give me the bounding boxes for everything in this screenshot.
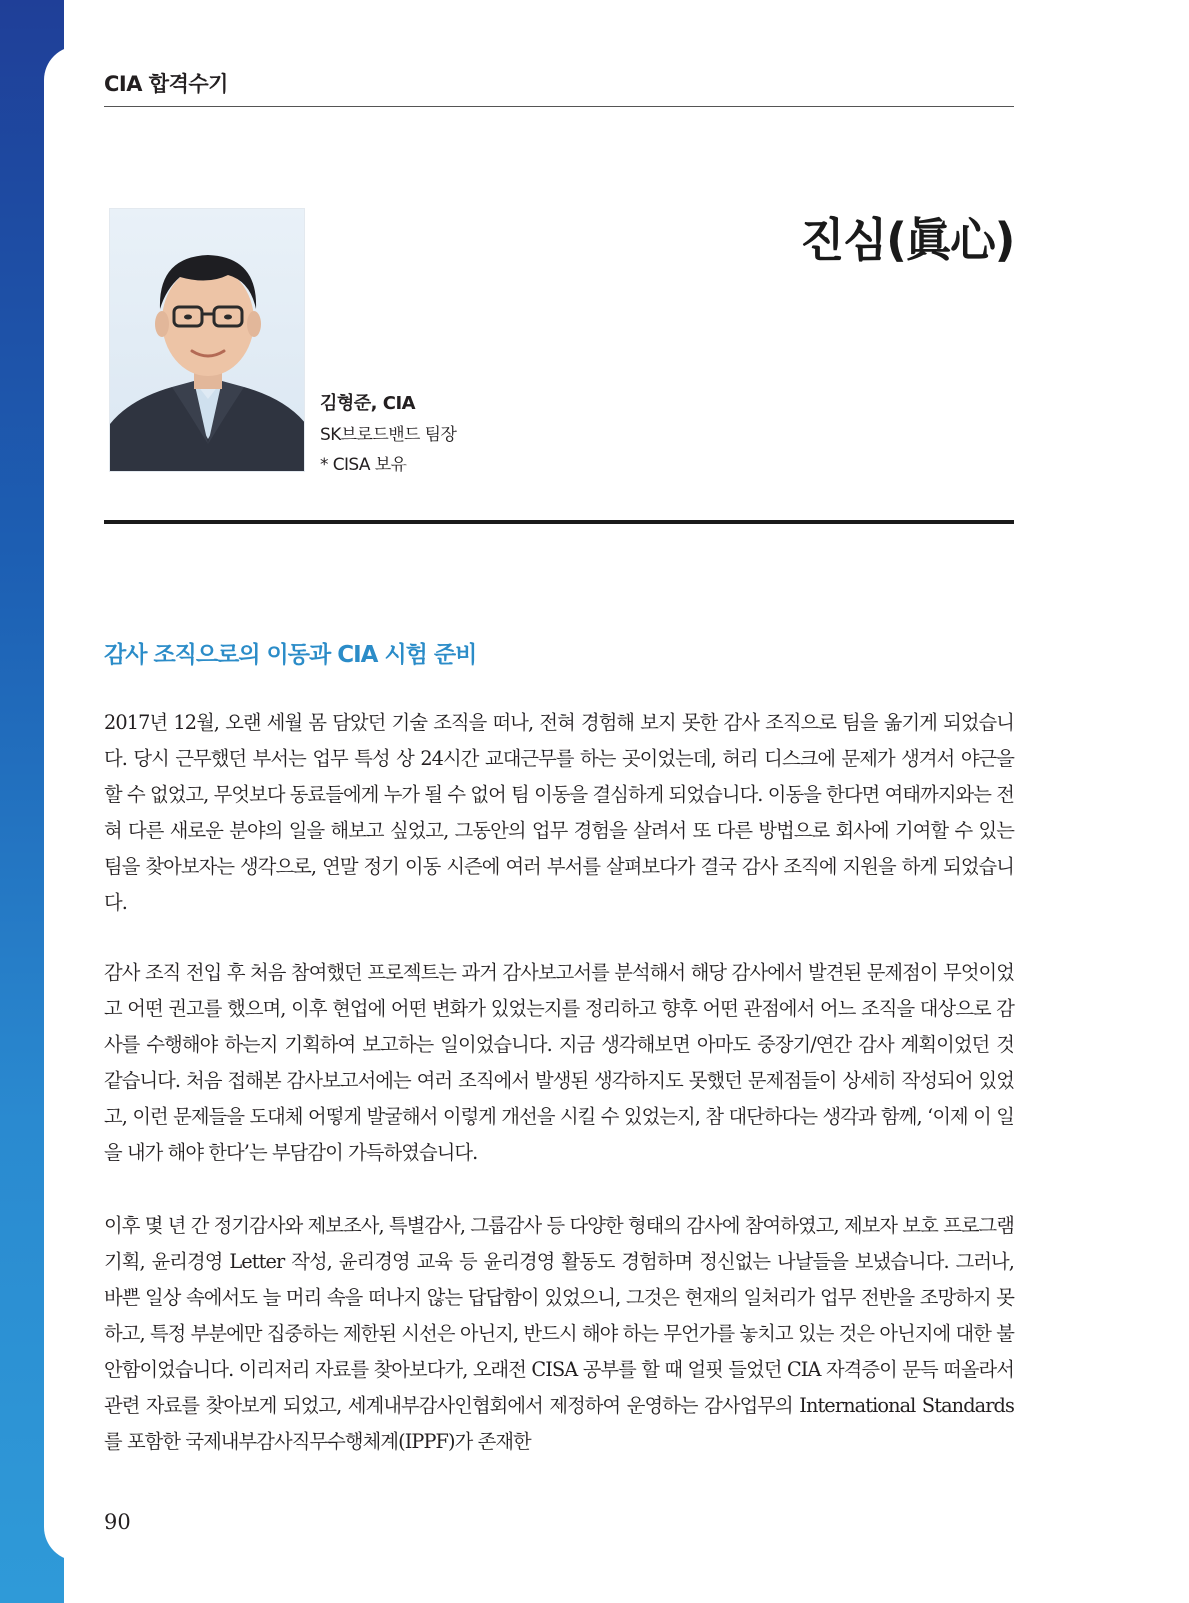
header-divider [104,106,1014,107]
author-affiliation: SK브로드밴드 팀장 [320,425,457,445]
section-header-label: CIA 합격수기 [104,72,228,96]
page-number: 90 [104,1510,131,1534]
author-portrait-illustration [110,209,305,472]
body-paragraph: 2017년 12월, 오랜 세월 몸 담았던 기술 조직을 떠나, 전혀 경험해 보지 못한 감사 조직으로 팀을 옮기게 되었습니다. 당시 근무했던 부서는 업무 특성 상 24시간 교대근무를 하는 곳이었는데, 허리 디스크에 문제가 생겨서 야근을 할 수 없었고, 무엇보다 동료들에게 누가 될 수 없어 팀 이동을 결심하게 되었습니다. 이동을 한다면 여태까지와는 전혀 다른 새로운 분야의 일을 해보고 싶었고, 그동안의 업무 경험을 살려서 또 다른 방법으로 회사에 기여할 수 있는 팀을 찾아보자는 생각으로, 연말 정기 이동 시즌에 여러 부서를 살펴보다가 결국 감사 조직에 지원을 하게 되었습니다. [104,711,1014,914]
author-name: 김형준, CIA [320,393,416,414]
author-note: * CISA 보유 [320,455,407,475]
article-title: 진심(眞心) [800,213,1014,267]
author-photo [109,208,305,472]
body-paragraph: 이후 몇 년 간 정기감사와 제보조사, 특별감사, 그룹감사 등 다양한 형태의 감사에 참여하였고, 제보자 보호 프로그램 기획, 윤리경영 Letter 작성, 윤리경영 교육 등 윤리경영 활동도 경험하며 정신없는 나날들을 보냈습니다. 그러나, 바쁜 일상 속에서도 늘 머리 속을 떠나지 않는 답답함이 있었으니, 그것은 현재의 일처리가 업무 전반을 조망하지 못하고, 특정 부분에만 집중하는 제한된 시선은 아닌지, 반드시 해야 하는 무언가를 놓치고 있는 것은 아닌지에 대한 불안함이었습니다. 이리저리 자료를 찾아보다가, 오래전 CISA 공부를 할 때 얼핏 들었던 CIA 자격증이 문득 떠올라서 관련 자료를 찾아보게 되었고, 세계내부감사인협회에서 제정하여 운영하는 감사업무의 International Standards를 포함한 국제내부감사직무수행체계(IPPF)가 존재한 [104,1214,1014,1453]
section-heading: 감사 조직으로의 이동과 CIA 시험 준비 [104,642,477,668]
title-divider [104,520,1014,524]
page-edge-curve [44,46,84,1561]
body-paragraph: 감사 조직 전입 후 처음 참여했던 프로젝트는 과거 감사보고서를 분석해서 해당 감사에서 발견된 문제점이 무엇이었고 어떤 권고를 했으며, 이후 현업에 어떤 변화가 있었는지를 정리하고 향후 어떤 관점에서 어느 조직을 대상으로 감사를 수행해야 하는지 기획하여 보고하는 일이었습니다. 지금 생각해보면 아마도 중장기/연간 감사 계획이었던 것 같습니다. 처음 접해본 감사보고서에는 여러 조직에서 발생된 생각하지도 못했던 문제점들이 상세히 작성되어 있었고, 이런 문제들을 도대체 어떻게 발굴해서 이렇게 개선을 시킬 수 있었는지, 참 대단하다는 생각과 함께, ‘이제 이 일을 내가 해야 한다’는 부담감이 가득하였습니다. [104,961,1014,1164]
